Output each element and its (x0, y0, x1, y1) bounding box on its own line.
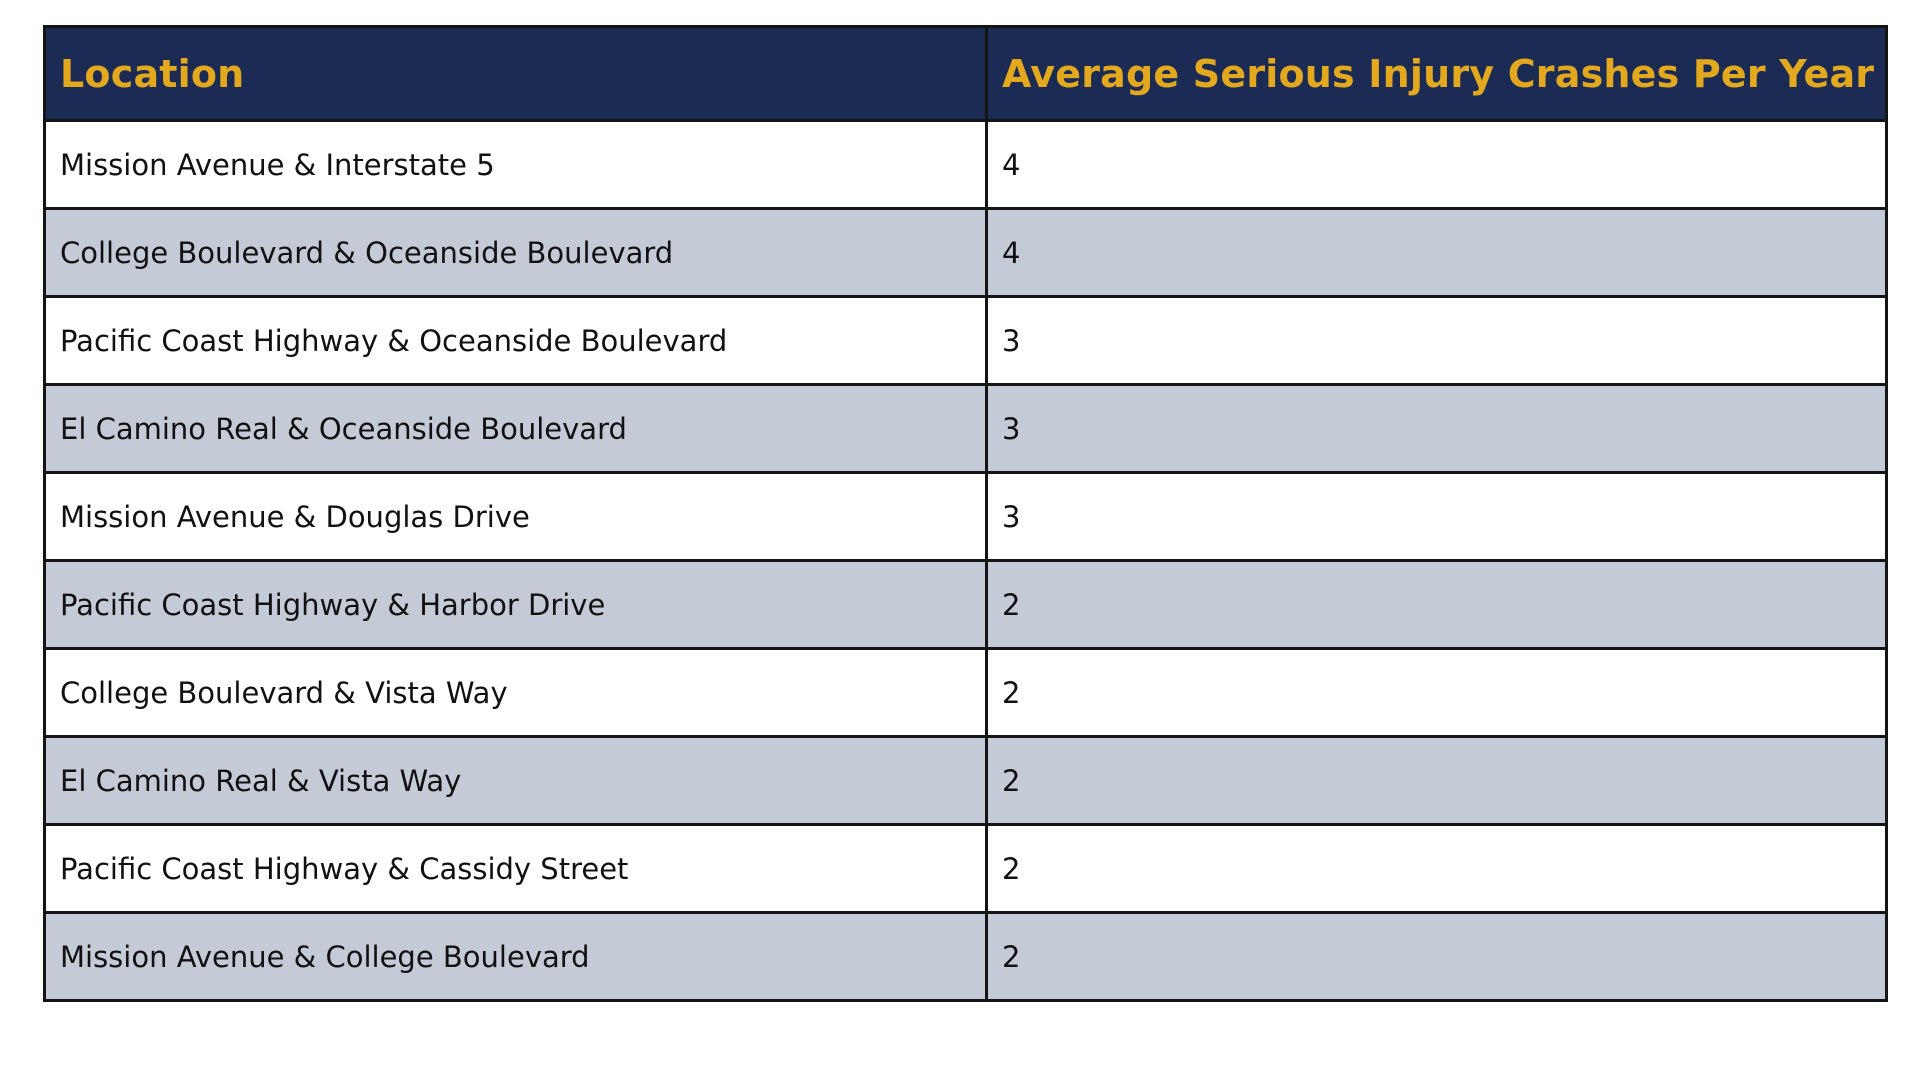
crashes-cell: 2 (987, 737, 1887, 825)
table-row (45, 121, 1887, 209)
header-average-crashes: Average Serious Injury Crashes Per Year (987, 27, 1887, 121)
crashes-cell: 3 (987, 297, 1887, 385)
location-cell: Mission Avenue & Interstate 5 (45, 121, 987, 209)
table-row (45, 561, 1887, 649)
crashes-cell: 3 (987, 385, 1887, 473)
location-cell: Pacific Coast Highway & Harbor Drive (45, 561, 987, 649)
crashes-cell: 2 (987, 825, 1887, 913)
location-cell: Pacific Coast Highway & Oceanside Boulevard (45, 297, 987, 385)
table-row (45, 473, 1887, 561)
table-body (45, 121, 1887, 1001)
table-row (45, 737, 1887, 825)
location-cell: Mission Avenue & College Boulevard (45, 913, 987, 1001)
crash-table (43, 25, 1888, 1002)
crashes-cell: 2 (987, 649, 1887, 737)
table-row (45, 385, 1887, 473)
crash-table-container (43, 25, 1888, 1002)
crashes-cell: 2 (987, 561, 1887, 649)
table-row (45, 297, 1887, 385)
crashes-cell: 4 (987, 209, 1887, 297)
crashes-cell: 3 (987, 473, 1887, 561)
header-location: Location (45, 27, 987, 121)
location-cell: College Boulevard & Vista Way (45, 649, 987, 737)
table-row (45, 209, 1887, 297)
location-cell: Mission Avenue & Douglas Drive (45, 473, 987, 561)
crashes-cell: 2 (987, 913, 1887, 1001)
header-row (45, 27, 1887, 121)
location-cell: El Camino Real & Oceanside Boulevard (45, 385, 987, 473)
location-cell: College Boulevard & Oceanside Boulevard (45, 209, 987, 297)
table-row (45, 649, 1887, 737)
table-header (45, 27, 1887, 121)
crashes-cell: 4 (987, 121, 1887, 209)
location-cell: Pacific Coast Highway & Cassidy Street (45, 825, 987, 913)
location-cell: El Camino Real & Vista Way (45, 737, 987, 825)
table-row (45, 913, 1887, 1001)
table-row (45, 825, 1887, 913)
